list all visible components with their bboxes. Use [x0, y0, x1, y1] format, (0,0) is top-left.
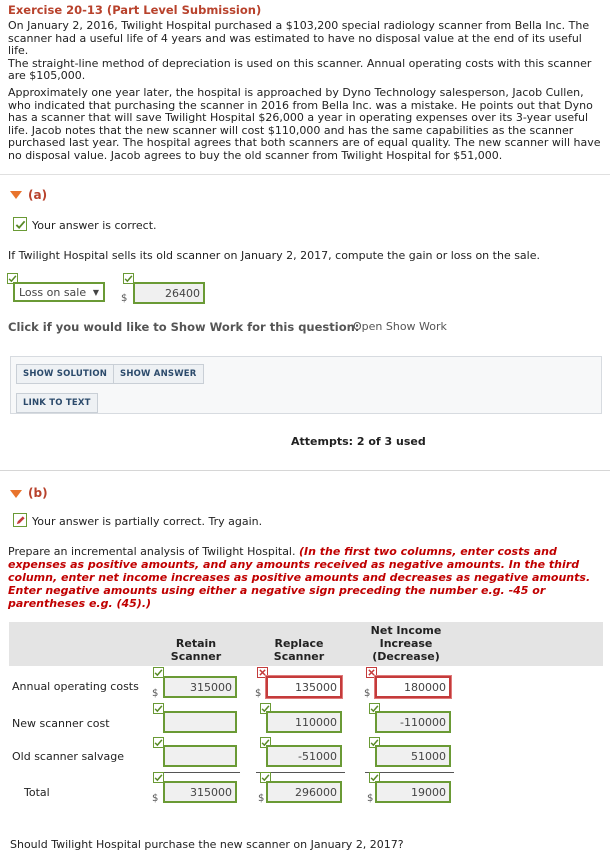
header-line: Increase: [379, 637, 433, 650]
total-rule: [153, 772, 240, 773]
dollar-sign: $: [364, 688, 371, 699]
text-line: who indicated that purchasing the scanner in 2016 from Bella Inc. was a mistake. He points out that Dyno: [8, 98, 593, 112]
text-line: life. Jacob notes that the new scanner will cost $110,000 and has the same capabilities as the scanner: [8, 123, 574, 137]
show-work-prompt: Click if you would like to Show Work for this question:: [8, 320, 360, 334]
dollar-sign: $: [255, 688, 262, 699]
show-answer-button[interactable]: SHOW ANSWER: [113, 364, 204, 384]
open-show-work-link[interactable]: Open Show Work: [353, 320, 447, 333]
header-line: Replace: [274, 637, 324, 650]
retain-total-input[interactable]: 315000: [163, 781, 237, 803]
instruction-red: (In the first two columns, enter costs and: [299, 545, 557, 558]
text-line: scanner had a useful life of 4 years and was estimated to have no disposal value at the end of its useful life.: [8, 31, 582, 57]
header-line: Net Income: [370, 624, 442, 637]
dollar-sign: $: [152, 688, 159, 699]
text-line: On January 2, 2016, Twilight Hospital purchased a $103,200 special radiology scanner from Bella Inc. The: [8, 19, 590, 32]
dollar-sign: $: [367, 793, 374, 804]
col-header-net: [358, 624, 454, 663]
retain-new-scanner-input[interactable]: [163, 711, 237, 733]
divider: [0, 470, 610, 471]
col-header-replace: [253, 637, 345, 663]
net-new-scanner-input[interactable]: -110000: [375, 711, 451, 733]
instruction-normal: Prepare an incremental analysis of Twilight Hospital.: [8, 545, 296, 558]
retain-old-salvage-input[interactable]: [163, 745, 237, 767]
divider: [0, 174, 610, 175]
instruction-line: Enter negative amounts using either a negative sign preceding the number e.g. -45 or: [8, 584, 546, 597]
text-line: purchased last year. The hospital agrees that both scanners are of equal quality. The new scanner will have: [8, 136, 601, 149]
text-line: has a scanner that will save Twilight Hospital $26,000 a year in operating expenses over its 3-year useful: [8, 111, 589, 124]
correct-check-icon: [13, 217, 27, 231]
instruction-line: expenses as positive amounts, and any amounts received as negative amounts. In the third: [8, 558, 580, 571]
problem-paragraph-1: [8, 20, 604, 83]
header-line: Retain: [175, 637, 217, 650]
part-a-question: If Twilight Hospital sells its old scanner on January 2, 2017, compute the gain or loss on the sale.: [8, 249, 540, 262]
net-total-input[interactable]: 19000: [375, 781, 451, 803]
text-line: Approximately one year later, the hospital is approached by Dyno Technology salesperson, Jacob Cullen,: [8, 86, 584, 99]
dollar-sign: $: [121, 293, 128, 304]
row-label-total: Total: [24, 786, 50, 799]
retain-annual-operating-input[interactable]: 315000: [163, 676, 237, 698]
collapse-triangle-icon[interactable]: [10, 490, 22, 498]
part-b-status: Your answer is partially correct. Try again.: [32, 515, 263, 528]
dollar-sign: $: [258, 793, 265, 804]
instruction-line: parentheses e.g. (45).): [8, 597, 152, 610]
part-b-instructions: [8, 545, 608, 610]
link-to-text-button[interactable]: LINK TO TEXT: [16, 393, 98, 413]
instruction-line: [8, 545, 608, 558]
part-a-status: Your answer is correct.: [32, 219, 157, 232]
show-solution-button[interactable]: SHOW SOLUTION: [16, 364, 114, 384]
partial-pencil-icon: [13, 513, 27, 527]
net-old-salvage-input[interactable]: 51000: [375, 745, 451, 767]
part-a-label: (a): [28, 188, 48, 202]
final-question: Should Twilight Hospital purchase the new scanner on January 2, 2017?: [10, 838, 404, 851]
row-label-new-scanner-cost: New scanner cost: [12, 717, 110, 730]
problem-paragraph-2: [8, 87, 604, 162]
col-header-retain: [150, 637, 242, 663]
header-line: Scanner: [273, 650, 325, 663]
chevron-down-icon: ▼: [92, 287, 99, 297]
row-label-annual-operating-costs: Annual operating costs: [12, 680, 139, 693]
text-line: are $105,000.: [8, 69, 86, 82]
collapse-triangle-icon[interactable]: [10, 191, 22, 199]
net-annual-operating-input[interactable]: 180000: [375, 676, 451, 698]
row-label-old-scanner-salvage: Old scanner salvage: [12, 750, 124, 763]
replace-new-scanner-input[interactable]: 110000: [266, 711, 342, 733]
header-line: (Decrease): [372, 650, 440, 663]
replace-total-input[interactable]: 296000: [266, 781, 342, 803]
attempts-counter: Attempts: 2 of 3 used: [291, 435, 426, 448]
part-b-label: (b): [28, 486, 48, 500]
replace-annual-operating-input[interactable]: 135000: [266, 676, 342, 698]
exercise-title: Exercise 20-13 (Part Level Submission): [8, 3, 262, 17]
text-line: no disposal value. Jacob agrees to buy the old scanner from Twilight Hospital for $51,000.: [8, 148, 503, 162]
gain-loss-amount-input[interactable]: 26400: [133, 282, 205, 304]
text-line: The straight-line method of depreciation is used on this scanner. Annual operating costs with this scanner: [8, 56, 592, 70]
replace-old-salvage-input[interactable]: -51000: [266, 745, 342, 767]
header-line: Scanner: [170, 650, 222, 663]
instruction-line: column, enter net income increases as positive amounts and decreases as negative amounts.: [8, 571, 591, 584]
gain-loss-select[interactable]: [13, 282, 105, 302]
dollar-sign: $: [152, 793, 159, 804]
select-value: Loss on sale: [19, 285, 87, 299]
